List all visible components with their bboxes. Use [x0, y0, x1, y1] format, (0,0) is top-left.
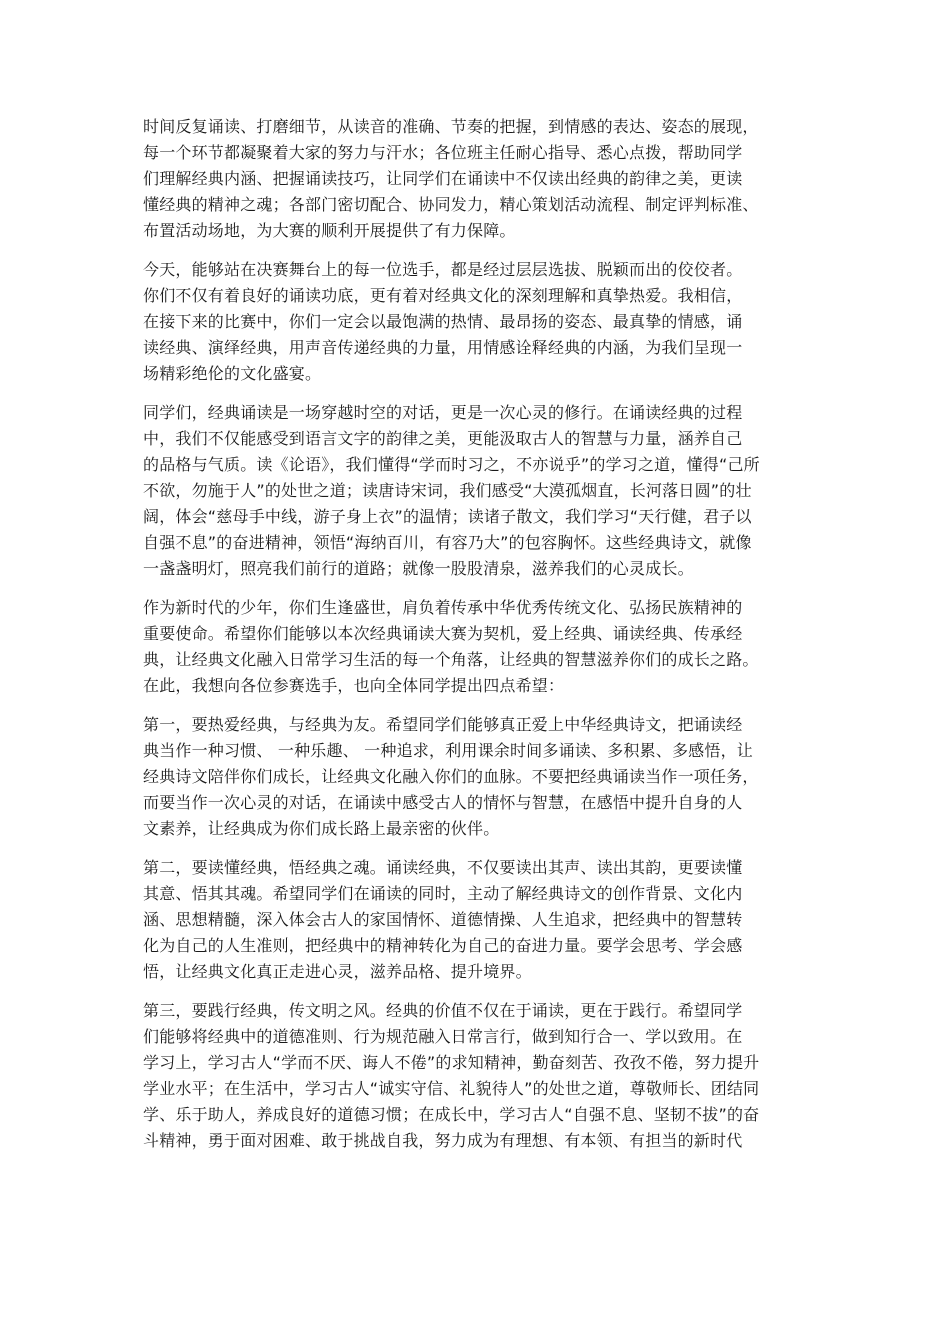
- paragraph: [143, 712, 815, 842]
- text-line: 学业水平；在生活中，学习古人“诚实守信、礼貌待人”的处世之道，尊敬师长、团结同: [143, 1079, 760, 1098]
- text-line: 一盏盏明灯，照亮我们前行的道路；就像一股股清泉，滋养我们的心灵成长。: [143, 559, 694, 578]
- text-line: 典，让经典文化融入日常学习生活的每一个角落，让经典的智慧滋养你们的成长之路。: [143, 650, 759, 669]
- text-line: 第三，要践行经典，传文明之风。经典的价值不仅在于诵读，更在于践行。希望同学: [143, 1001, 743, 1020]
- text-line: 涵、思想精髓，深入体会古人的家国情怀、道德情操、人生追求，把经典中的智慧转: [143, 910, 743, 929]
- document-body: [143, 114, 815, 1167]
- text-line: 你们不仅有着良好的诵读功底，更有着对经典文化的深刻理解和真挚热爱。我相信，: [143, 286, 743, 305]
- text-line: 读经典、演绎经典，用声音传递经典的力量，用情感诠释经典的内涵，为我们呈现一: [143, 338, 743, 357]
- text-line: 今天，能够站在决赛舞台上的每一位选手，都是经过层层选拔、脱颖而出的佼佼者。: [143, 260, 743, 279]
- text-line: 不欲，勿施于人”的处世之道；读唐诗宋词，我们感受“大漠孤烟直，长河落日圆”的壮: [143, 481, 752, 500]
- text-line: 第二，要读懂经典，悟经典之魂。诵读经典，不仅要读出其声、读出其韵，更要读懂: [143, 858, 743, 877]
- text-line: 中，我们不仅能感受到语言文字的韵律之美，更能汲取古人的智慧与力量，涵养自己: [143, 429, 743, 448]
- text-line: 同学们，经典诵读是一场穿越时空的对话，更是一次心灵的修行。在诵读经典的过程: [143, 403, 743, 422]
- text-line: 经典诗文陪伴你们成长，让经典文化融入你们的血脉。不要把经典诵读当作一项任务，: [143, 767, 759, 786]
- text-line: 时间反复诵读、打磨细节，从读音的准确、节奏的把握，到情感的表达、姿态的展现，: [143, 117, 759, 136]
- paragraph: [143, 855, 815, 985]
- text-line: 们能够将经典中的道德准则、行为规范融入日常言行，做到知行合一、学以致用。在: [143, 1027, 743, 1046]
- text-line: 其意、悟其其魂。希望同学们在诵读的同时，主动了解经典诗文的创作背景、文化内: [143, 884, 743, 903]
- text-line: 悟，让经典文化真正走进心灵，滋养品格、提升境界。: [143, 962, 532, 981]
- text-line: 每一个环节都凝聚着大家的努力与汗水；各位班主任耐心指导、悉心点拨，帮助同学: [143, 143, 743, 162]
- paragraph: [143, 114, 815, 244]
- text-line: 学习上，学习古人“学而不厌、诲人不倦”的求知精神，勤奋刻苦、孜孜不倦，努力提升: [143, 1053, 760, 1072]
- text-line: 场精彩绝伦的文化盛宴。: [143, 364, 322, 383]
- text-line: 的品格与气质。读《论语》，我们懂得“学而时习之，不亦说乎”的学习之道，懂得“己所: [143, 455, 760, 474]
- text-line: 作为新时代的少年，你们生逢盛世，肩负着传承中华优秀传统文化、弘扬民族精神的: [143, 598, 743, 617]
- text-line: 典当作一种习惯、 一种乐趣、 一种追求，利用课余时间多诵读、多积累、多感悟，让: [143, 741, 753, 760]
- paragraph: [143, 998, 815, 1154]
- text-line: 在接下来的比赛中，你们一定会以最饱满的热情、最昂扬的姿态、最真挚的情感，诵: [143, 312, 743, 331]
- text-line: 第一，要热爱经典，与经典为友。希望同学们能够真正爱上中华经典诗文，把诵读经: [143, 715, 743, 734]
- paragraph: [143, 400, 815, 582]
- text-line: 布置活动场地，为大赛的顺利开展提供了有力保障。: [143, 221, 516, 240]
- text-line: 重要使命。希望你们能够以本次经典诵读大赛为契机，爱上经典、诵读经典、传承经: [143, 624, 743, 643]
- text-line: 懂经典的精神之魂；各部门密切配合、协同发力，精心策划活动流程、制定评判标准、: [143, 195, 759, 214]
- paragraph: [143, 257, 815, 387]
- text-line: 斗精神，勇于面对困难、敢于挑战自我，努力成为有理想、有本领、有担当的新时代: [143, 1131, 743, 1150]
- paragraph: [143, 595, 815, 699]
- text-line: 学、乐于助人，养成良好的道德习惯；在成长中，学习古人“自强不息、坚韧不拔”的奋: [143, 1105, 760, 1124]
- text-line: 化为自己的人生准则，把经典中的精神转化为自己的奋进力量。要学会思考、学会感: [143, 936, 743, 955]
- text-line: 而要当作一次心灵的对话，在诵读中感受古人的情怀与智慧，在感悟中提升自身的人: [143, 793, 743, 812]
- text-line: 文素养，让经典成为你们成长路上最亲密的伙伴。: [143, 819, 500, 838]
- text-line: 在此，我想向各位参赛选手，也向全体同学提出四点希望：: [143, 676, 565, 695]
- text-line: 们理解经典内涵、把握诵读技巧，让同学们在诵读中不仅读出经典的韵律之美，更读: [143, 169, 743, 188]
- text-line: 自强不息”的奋进精神，领悟“海纳百川，有容乃大”的包容胸怀。这些经典诗文，就像: [143, 533, 752, 552]
- text-line: 阔，体会“慈母手中线，游子身上衣”的温情；读诸子散文，我们学习“天行健，君子以: [143, 507, 752, 526]
